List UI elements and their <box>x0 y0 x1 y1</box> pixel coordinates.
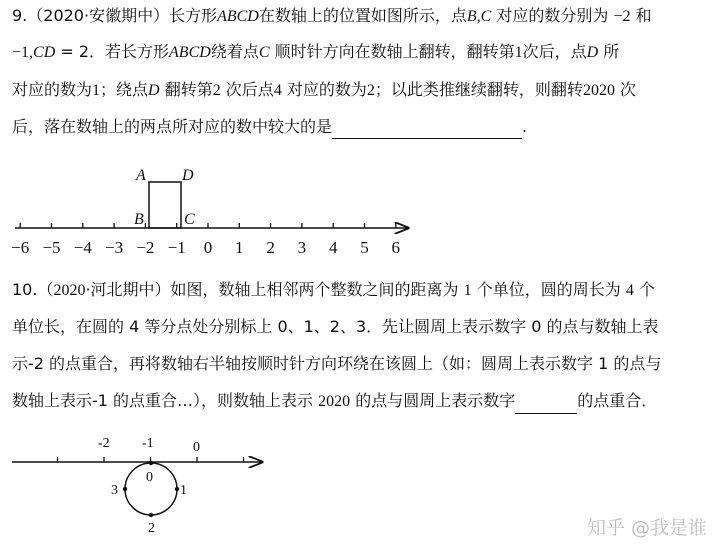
axis-label-neg2: -2 <box>98 436 110 451</box>
tick-label: −4 <box>73 238 92 257</box>
problem10-text: 个单位，圆的周长为 <box>476 280 621 299</box>
math-value: 4 <box>625 282 634 299</box>
axis-label-neg1: -1 <box>142 436 154 451</box>
problem9-text: 顺时针方向在数轴上翻转，翻转第 <box>274 42 515 61</box>
tick-label: 0 <box>203 238 213 257</box>
problem9-text: 翻转第 <box>164 80 213 99</box>
problem9-text: 后，落在数轴上的两点所对应的数中较大的是 <box>12 117 333 136</box>
tick-label: 3 <box>297 238 307 257</box>
math-value: 2020 <box>318 393 351 410</box>
tick-label: −5 <box>42 238 61 257</box>
math-value: 2 <box>212 82 221 99</box>
circle-point-0 <box>149 461 153 465</box>
tick-label: −1 <box>167 238 186 257</box>
problem9-text: 次 <box>620 80 637 99</box>
tick-label: 1 <box>235 238 244 257</box>
tick-label: 6 <box>391 238 401 257</box>
math-abcd: ABCD <box>217 8 259 25</box>
problem9-text: 对应的数分别为 <box>496 6 609 25</box>
math-value: 4 <box>273 82 282 99</box>
problem9-text: 所 <box>603 42 620 61</box>
math-bc: B,C <box>466 8 492 25</box>
problem9-text: ；以此类推继续翻转，则翻转 <box>374 80 583 99</box>
math-value: 1 <box>92 82 101 99</box>
problem9-text: 绕着点 <box>210 42 259 61</box>
tick-label: −3 <box>105 238 124 257</box>
problem10-text: ·河北期中）如图，数轴上相邻两个整数之间的距离为 <box>85 280 459 299</box>
math-d: D <box>586 44 599 61</box>
circle-label-3: 3 <box>111 483 118 498</box>
tick-label: 2 <box>266 238 275 257</box>
tick-label: −2 <box>136 238 155 257</box>
circle-label-1: 1 <box>180 483 187 498</box>
circle-point-1 <box>175 487 179 491</box>
label-b: B <box>134 211 144 228</box>
math-value: 2 <box>366 82 375 99</box>
problem10-text: 的点与圆周上表示数字 <box>355 391 516 410</box>
math-cd: CD <box>33 44 56 61</box>
math-c: C <box>258 44 270 61</box>
problem9-text: ；绕点 <box>100 80 149 99</box>
label-c: C <box>184 211 195 228</box>
circle-point-2 <box>149 513 153 517</box>
problem9-text: 次后点 <box>225 80 274 99</box>
rectangle-abcd <box>149 182 181 228</box>
tick-label: 5 <box>360 238 369 257</box>
problem9-text: 9.（2020·安徽期中）长方形 <box>12 6 218 25</box>
problem10-text: 示-2 的点重合，再将数轴右半轴按顺时针方向环绕在该圆上（如：圆周上表示数字 1 的点与 <box>12 354 662 373</box>
problem9-text: 和 <box>635 6 652 25</box>
math-value: 1 <box>514 44 523 61</box>
circle-label-2: 2 <box>148 521 155 536</box>
problem9-number-line <box>11 167 408 257</box>
math-d: D <box>148 82 160 99</box>
problem10-text: 个 <box>638 280 655 299</box>
math-value: 2020 <box>582 82 615 99</box>
math-value: 2020 <box>53 282 86 299</box>
problem10-text: 数轴上表示-1 的点重合…），则数轴上表示 <box>12 391 314 410</box>
problem9-text: = 2．若长方形 <box>55 42 170 61</box>
problem9-text: 对应的数为 <box>286 80 367 99</box>
number-line-tick-labels <box>11 238 400 257</box>
watermark: 知乎 @我是谁 <box>586 517 707 539</box>
axis-label-0: 0 <box>193 440 200 455</box>
math-value: −1, <box>12 44 34 61</box>
problem10-text: 的点重合． <box>577 391 658 410</box>
label-d: D <box>182 167 194 184</box>
tick-label: −6 <box>11 238 30 257</box>
label-a: A <box>136 167 146 184</box>
problem9-text: 次后，点 <box>522 42 587 61</box>
problem10-figure <box>12 436 262 536</box>
math-value: −2 <box>613 8 631 25</box>
problem10-text: 10.（ <box>12 280 54 299</box>
problem9-text: 对应的数为 <box>12 80 93 99</box>
problem9-text: . <box>522 117 528 136</box>
problem9-text: 在数轴上的位置如图所示，点 <box>258 6 467 25</box>
circle-point-3 <box>123 487 127 491</box>
math-abcd: ABCD <box>169 44 211 61</box>
circle-label-0: 0 <box>146 470 153 485</box>
problem10-text: 单位长，在圆的 4 等分点处分别标上 0、1、2、3．先让圆周上表示数字 0 的点与数轴上表 <box>12 317 659 336</box>
tick-label: 4 <box>328 238 338 257</box>
math-value: 1 <box>463 282 472 299</box>
